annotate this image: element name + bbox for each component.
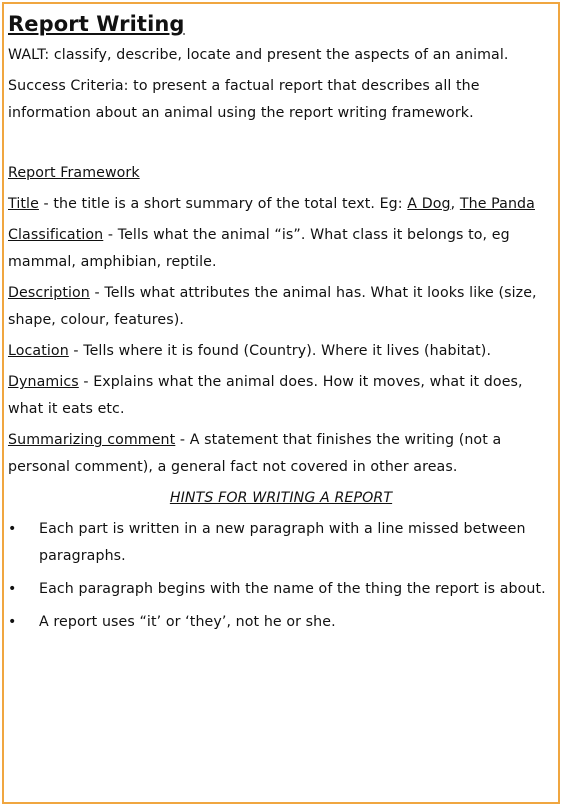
section-text: - Tells where it is found (Country). Where it lives (habitat). xyxy=(68,343,492,359)
section-summarizing-comment xyxy=(8,427,554,481)
hint-text: Each part is written in a new paragraph with a line missed between paragraphs. xyxy=(39,521,526,564)
section-text: - Tells what the animal “is”. What class it belongs to, eg mammal, amphibian, reptile. xyxy=(8,227,510,270)
bullet-icon: • xyxy=(8,614,17,630)
section-term: Dynamics xyxy=(8,374,79,390)
section-text: - the title is a short summary of the total text. Eg: xyxy=(38,196,408,212)
section-description xyxy=(8,280,554,334)
section-term: Location xyxy=(8,343,69,359)
section-term: Description xyxy=(8,285,90,301)
hints-heading: HINTS FOR WRITING A REPORT xyxy=(169,490,393,506)
hints-list xyxy=(8,516,554,636)
section-term: Summarizing comment xyxy=(8,432,176,448)
document-body xyxy=(8,10,554,642)
bullet-icon: • xyxy=(8,581,17,597)
hint-text: A report uses “it’ or ‘they’, not he or she. xyxy=(39,614,336,630)
section-title xyxy=(8,191,554,218)
spacer xyxy=(8,131,554,160)
separator: , xyxy=(450,196,456,212)
section-term: Classification xyxy=(8,227,104,243)
walt-paragraph: WALT: classify, describe, locate and present the aspects of an animal. xyxy=(8,47,509,63)
section-dynamics xyxy=(8,369,554,423)
example-link-a-dog: A Dog xyxy=(407,196,451,212)
example-link-the-panda: The Panda xyxy=(459,196,535,212)
section-text: - Explains what the animal does. How it moves, what it does, what it eats etc. xyxy=(8,374,523,417)
section-term: Title xyxy=(8,196,39,212)
success-criteria-paragraph: Success Criteria: to present a factual report that describes all the information about an animal using the report writing framework. xyxy=(8,78,480,121)
hint-item xyxy=(8,576,554,603)
document-title: Report Writing xyxy=(8,12,185,36)
section-location xyxy=(8,338,554,365)
section-classification xyxy=(8,222,554,276)
hint-item xyxy=(8,516,554,570)
section-text: - Tells what attributes the animal has. What it looks like (size, shape, colour, features). xyxy=(8,285,537,328)
hint-item xyxy=(8,609,554,636)
framework-heading: Report Framework xyxy=(8,165,140,181)
section-text: - A statement that finishes the writing (not a personal comment), a general fact not covered in other areas. xyxy=(8,432,502,475)
hint-text: Each paragraph begins with the name of the thing the report is about. xyxy=(39,581,546,597)
bullet-icon: • xyxy=(8,521,17,537)
